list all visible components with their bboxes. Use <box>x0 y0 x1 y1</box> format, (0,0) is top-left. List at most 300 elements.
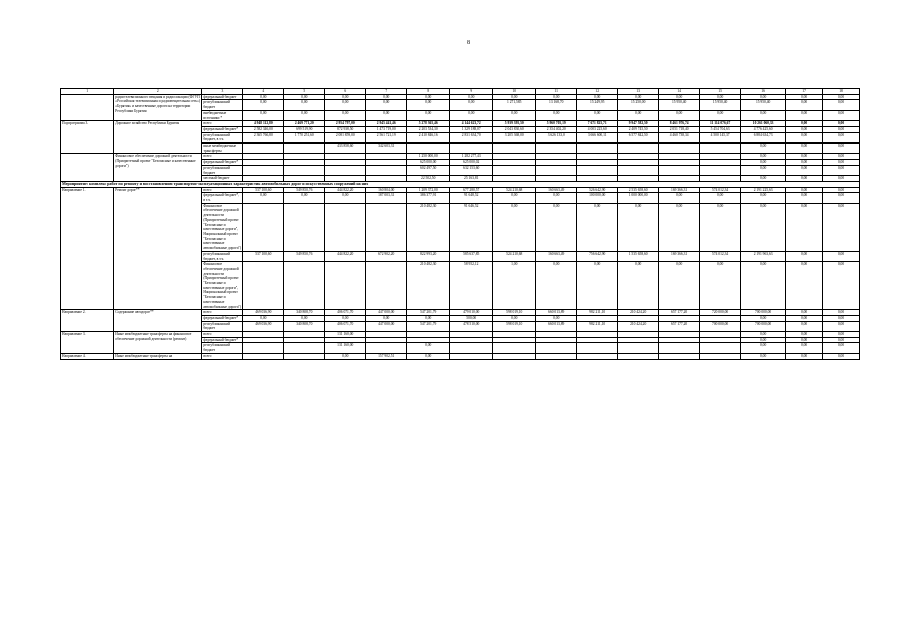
value-cell: 157 902,51 <box>366 353 407 359</box>
value-cell: 660 013,89 <box>536 321 577 331</box>
funding-source-cell: федеральный бюджет* <box>202 315 243 321</box>
value-cell: 0,00 <box>823 154 860 160</box>
value-cell: 15 950,40 <box>700 100 741 110</box>
value-cell: 5 939 395,50 <box>493 121 536 127</box>
value-cell <box>284 353 325 359</box>
value-cell: 0,00 <box>493 110 536 120</box>
value-cell: 0,00 <box>786 100 823 110</box>
funding-source-cell: республиканский бюджет <box>202 165 243 175</box>
value-cell: 0,00 <box>786 353 823 359</box>
funding-source-cell: республиканский бюджет <box>202 321 243 331</box>
value-cell: 0,00 <box>659 203 700 251</box>
value-cell <box>243 203 284 251</box>
value-cell: 15 950,40 <box>659 100 700 110</box>
value-cell: 479 010,00 <box>450 310 493 316</box>
value-cell: 0,00 <box>284 193 325 203</box>
value-cell: 15 249,95 <box>577 100 618 110</box>
value-cell <box>659 343 700 353</box>
value-cell: 0,00 <box>823 100 860 110</box>
value-cell: 478 510,00 <box>450 321 493 331</box>
value-cell <box>284 203 325 251</box>
value-cell <box>407 144 450 154</box>
value-cell: 0,00 <box>284 100 325 110</box>
value-cell: 0,00 <box>700 262 741 310</box>
value-cell: 0,00 <box>786 165 823 175</box>
value-cell: 700 000,00 <box>741 321 786 331</box>
value-cell: 720 000,00 <box>700 310 741 316</box>
value-cell <box>700 165 741 175</box>
value-cell: 0,00 <box>577 262 618 310</box>
value-cell: 2 582 346,00 <box>243 126 284 132</box>
value-cell: 3 666 600,11 <box>577 132 618 142</box>
value-cell: 0,00 <box>284 315 325 321</box>
program-label-cell: Подпрограмма 3. <box>61 121 114 154</box>
value-cell: 444 822,20 <box>325 187 366 193</box>
value-cell <box>243 343 284 353</box>
value-cell: 447 000,00 <box>366 310 407 316</box>
value-cell <box>536 353 577 359</box>
value-cell: 549 850,76 <box>284 251 325 261</box>
value-cell: 0,00 <box>407 353 450 359</box>
value-cell: 0,00 <box>786 332 823 338</box>
funding-source-cell: федеральный бюджет* <box>202 126 243 132</box>
value-cell: 1 473 719,00 <box>366 126 407 132</box>
value-cell: 0,00 <box>823 251 860 261</box>
value-cell: 0,00 <box>325 94 366 100</box>
value-cell: 5 278 365,46 <box>407 121 450 127</box>
value-cell: 4 948 112,80 <box>243 121 284 127</box>
value-cell: 0,00 <box>741 262 786 310</box>
value-cell: 0,00 <box>366 94 407 100</box>
value-cell <box>366 343 407 353</box>
value-cell: 6 577 842,50 <box>618 132 659 142</box>
value-cell: 0,00 <box>786 187 823 193</box>
value-cell: 469 036,90 <box>243 310 284 316</box>
value-cell: 2 191 225,63 <box>741 187 786 193</box>
value-cell: 660 013,89 <box>536 310 577 316</box>
value-cell: 0,00 <box>325 315 366 321</box>
value-cell <box>659 144 700 154</box>
value-cell: 677 280,57 <box>450 187 493 193</box>
value-cell: 210 482,30 <box>407 262 450 310</box>
value-cell: 0,00 <box>659 94 700 100</box>
program-name-cell: радиотелевизионного вещания и радиолокации (ФГУП «Российская телевизионная и радиовещательная сеть») «Бурятия» и качественные дороги на территории Республики Бурятия <box>114 94 202 121</box>
value-cell: 0,00 <box>577 110 618 120</box>
value-cell: 0,00 <box>786 110 823 120</box>
funding-source-cell: всего <box>202 310 243 316</box>
value-cell: 10 261 060,33 <box>741 121 786 127</box>
value-cell: 0,00 <box>325 110 366 120</box>
value-cell: 0,00 <box>407 110 450 120</box>
column-number-cell: 17 <box>786 89 823 95</box>
value-cell: 0,00 <box>325 193 366 203</box>
value-cell <box>450 144 493 154</box>
program-label-cell: Направление 4. <box>61 353 114 359</box>
value-cell <box>577 353 618 359</box>
value-cell: 187 003,31 <box>366 193 407 203</box>
value-cell: 0,00 <box>823 332 860 338</box>
value-cell: 2 051 718,40 <box>659 126 700 132</box>
value-cell <box>243 165 284 175</box>
column-number-cell: 12 <box>577 89 618 95</box>
value-cell: 0,00 <box>786 337 823 343</box>
value-cell: 406 071,70 <box>325 310 366 316</box>
value-cell: 0,00 <box>700 94 741 100</box>
value-cell: 1 250 000,00 <box>407 154 450 160</box>
section-title-cell: Мероприятие: комплекс работ по ремонту и восстановлению транспортно-эксплуатационных характеристик автомобильных дорог и искусственных сооружений на них <box>61 181 860 187</box>
value-cell: 2 831 634,70 <box>450 132 493 142</box>
value-cell <box>493 353 536 359</box>
value-cell: 5 454 704,63 <box>700 126 741 132</box>
value-cell: 342 603,31 <box>366 144 407 154</box>
value-cell: 0,00 <box>741 332 786 338</box>
value-cell <box>366 262 407 310</box>
value-cell: 982 211,10 <box>577 321 618 331</box>
value-cell: 2 203 534,30 <box>407 126 450 132</box>
value-cell: 524 210,68 <box>493 251 536 261</box>
value-cell <box>450 343 493 353</box>
value-cell: 500,00 <box>450 315 493 321</box>
program-label-cell <box>61 154 114 182</box>
page-number: 8 <box>467 40 470 46</box>
value-cell: 0,00 <box>823 262 860 310</box>
value-cell: 4 460 738,34 <box>659 132 700 142</box>
value-cell: 160 804,00 <box>366 187 407 193</box>
value-cell: 0,00 <box>741 337 786 343</box>
value-cell: 2 043 830,60 <box>493 126 536 132</box>
value-cell: 657 177,20 <box>659 321 700 331</box>
value-cell <box>493 165 536 175</box>
value-cell <box>325 165 366 175</box>
value-cell: 1 282 277,43 <box>450 154 493 160</box>
value-cell: 0,00 <box>325 100 366 110</box>
value-cell: 91 648,52 <box>450 193 493 203</box>
value-cell: 0,00 <box>366 110 407 120</box>
value-cell: 632 153,60 <box>450 165 493 175</box>
value-cell: 2 081 859,00 <box>325 132 366 142</box>
column-number-cell: 16 <box>741 89 786 95</box>
value-cell: 0,00 <box>823 132 860 142</box>
value-cell: 0,00 <box>659 193 700 203</box>
program-name-cell: Содержание автодорог** <box>114 310 202 332</box>
value-cell: 0,00 <box>741 144 786 154</box>
column-number-cell: 14 <box>659 89 700 95</box>
value-cell: 0,00 <box>536 315 577 321</box>
value-cell: 0,00 <box>823 94 860 100</box>
value-cell: 0,00 <box>786 154 823 160</box>
column-number-cell: 3 <box>202 89 243 95</box>
value-cell: 2 945 441,46 <box>366 121 407 127</box>
value-cell: 0,00 <box>618 203 659 251</box>
value-cell: 0,00 <box>366 315 407 321</box>
value-cell: 2 954 797,00 <box>325 121 366 127</box>
value-cell: 700 000,00 <box>700 321 741 331</box>
value-cell: 1 209 372,00 <box>407 187 450 193</box>
value-cell: 547 201,79 <box>407 310 450 316</box>
value-cell: 0,00 <box>823 343 860 353</box>
funding-source-cell: федеральный бюджет*, в т.ч. <box>202 193 243 203</box>
value-cell: 672 902,20 <box>366 251 407 261</box>
funding-source-cell: республиканский бюджет <box>202 100 243 110</box>
value-cell <box>618 343 659 353</box>
value-cell: 0,00 <box>284 94 325 100</box>
value-cell: 700 000,00 <box>741 310 786 316</box>
funding-source-cell: республиканский бюджет <box>202 343 243 353</box>
value-cell: 2 535 658,60 <box>618 187 659 193</box>
value-cell: 524 210,68 <box>493 187 536 193</box>
value-cell: 0,00 <box>823 321 860 331</box>
value-cell: 100 000,00 <box>577 193 618 203</box>
column-number-cell: 18 <box>823 89 860 95</box>
value-cell: 0,00 <box>823 337 860 343</box>
value-cell: 0,00 <box>450 110 493 120</box>
value-cell: 0,00 <box>536 94 577 100</box>
value-cell: 0,00 <box>536 203 577 251</box>
value-cell: 0,00 <box>823 144 860 154</box>
value-cell: 0,00 <box>536 110 577 120</box>
value-cell: 0,00 <box>577 203 618 251</box>
value-cell <box>618 165 659 175</box>
value-cell: 0,00 <box>700 193 741 203</box>
value-cell: 0,00 <box>741 176 786 182</box>
value-cell: 0,00 <box>493 315 536 321</box>
value-cell: 7 671 825,71 <box>577 121 618 127</box>
funding-source-cell: федеральный бюджет <box>202 94 243 100</box>
value-cell: 549 850,76 <box>284 187 325 193</box>
value-cell: 625 000,00 <box>407 160 450 166</box>
funding-source-cell: Финансовое обеспечение дорожной деятельности (Приоритетный проект "Безопасные и качественные дороги", Национальный проект "Безопасные и качественные автомобильные дороги") <box>203 262 242 309</box>
value-cell <box>536 343 577 353</box>
program-name-cell: Финансовое обеспечение дорожной деятельности (Приоритетный проект "Безопасные и качественные дороги") <box>114 154 202 182</box>
value-cell: 0,00 <box>741 203 786 251</box>
value-cell <box>284 262 325 310</box>
value-cell: 0,00 <box>786 203 823 251</box>
value-cell: 0,00 <box>823 126 860 132</box>
value-cell: 0,00 <box>284 110 325 120</box>
value-cell: 5 960 705,19 <box>536 121 577 127</box>
value-cell: 210 424,20 <box>618 321 659 331</box>
value-cell: 340 808,70 <box>284 310 325 316</box>
value-cell: 0,00 <box>493 193 536 203</box>
value-cell <box>366 165 407 175</box>
value-cell: 0,00 <box>741 193 786 203</box>
value-cell: 0,00 <box>536 193 577 203</box>
value-cell: 0,00 <box>786 343 823 353</box>
value-cell: 4 144 623,72 <box>450 121 493 127</box>
value-cell: 0,00 <box>786 262 823 310</box>
value-cell <box>366 203 407 251</box>
value-cell: 0,00 <box>243 110 284 120</box>
column-number-cell: 5 <box>284 89 325 95</box>
value-cell <box>700 343 741 353</box>
budget-table <box>60 88 860 360</box>
funding-source-cell: всего <box>202 187 243 193</box>
value-cell: 22 502,50 <box>407 176 450 182</box>
column-number-cell: 6 <box>325 89 366 95</box>
value-cell: 1,00 <box>493 262 536 310</box>
value-cell: 0,00 <box>243 94 284 100</box>
value-cell: 433 858,60 <box>325 144 366 154</box>
value-cell <box>577 165 618 175</box>
value-cell: 0,00 <box>700 203 741 251</box>
value-cell: 0,00 <box>577 94 618 100</box>
value-cell: 0,00 <box>325 353 366 359</box>
value-cell <box>243 353 284 359</box>
value-cell: 169 366,31 <box>659 187 700 193</box>
value-cell: 3 626 133,0 <box>536 132 577 142</box>
value-cell: 25 163,81 <box>450 176 493 182</box>
value-cell: 0,00 <box>618 94 659 100</box>
value-cell: 0,00 <box>823 187 860 193</box>
value-cell <box>284 343 325 353</box>
value-cell <box>618 353 659 359</box>
value-cell: 3 205 368,00 <box>493 132 536 142</box>
value-cell <box>325 262 366 310</box>
value-cell: 0,00 <box>823 110 860 120</box>
funding-source-cell: иные межбюджетные трансферты <box>202 144 243 154</box>
funding-source-cell: всего <box>202 154 243 160</box>
program-name-cell: Иные межбюджетные трансферты на <box>114 353 202 359</box>
value-cell: 699 519,90 <box>284 126 325 132</box>
value-cell: 0,00 <box>536 262 577 310</box>
value-cell: 9 947 582,50 <box>618 121 659 127</box>
value-cell: 0,00 <box>786 176 823 182</box>
value-cell: 4 003 225,60 <box>577 126 618 132</box>
value-cell: 160 663,49 <box>536 187 577 193</box>
value-cell: 0,00 <box>407 315 450 321</box>
funding-source-cell: федеральный бюджет* <box>202 337 243 343</box>
value-cell: 0,00 <box>823 176 860 182</box>
value-cell: 585 637,85 <box>450 251 493 261</box>
value-cell: 4 776 425,60 <box>741 126 786 132</box>
funding-source-cell: всего <box>202 353 243 359</box>
value-cell <box>659 353 700 359</box>
value-cell: 0,00 <box>786 132 823 142</box>
program-name-cell: Ремонт дорог** <box>114 187 202 310</box>
value-cell: 4 500 145,37 <box>700 132 741 142</box>
funding-source-cell: всего <box>202 332 243 338</box>
value-cell: 0,00 <box>366 100 407 110</box>
value-cell: 598 019,10 <box>493 310 536 316</box>
value-cell: 982 211,10 <box>577 310 618 316</box>
value-cell: 756 642,90 <box>577 251 618 261</box>
value-cell <box>700 144 741 154</box>
funding-source-cell: Финансовое обеспечение дорожной деятельности (Приоритетный проект "Безопасные и качественные дороги", Национальный проект "Безопасные и качественные автомобильные дороги") <box>203 203 242 251</box>
value-cell: 444 822,20 <box>325 251 366 261</box>
value-cell: 537 100,60 <box>243 251 284 261</box>
value-cell: 0,00 <box>786 193 823 203</box>
column-number-cell: 2 <box>114 89 202 95</box>
value-cell: 0,00 <box>618 110 659 120</box>
column-number-cell: 8 <box>407 89 450 95</box>
value-cell <box>450 353 493 359</box>
value-cell: 11 114 076,67 <box>700 121 741 127</box>
value-cell: 0,00 <box>243 100 284 110</box>
value-cell: 0,00 <box>823 315 860 321</box>
value-cell <box>284 165 325 175</box>
value-cell: 0,00 <box>823 165 860 175</box>
column-number-cell: 4 <box>243 89 284 95</box>
value-cell <box>243 144 284 154</box>
value-cell: 91 646,52 <box>450 203 493 251</box>
table-row <box>61 353 860 359</box>
value-cell: 598 019,10 <box>493 321 536 331</box>
value-cell: 2 191 963,63 <box>741 251 786 261</box>
value-cell <box>284 144 325 154</box>
value-cell: 0,00 <box>823 193 860 203</box>
value-cell: 0,00 <box>618 262 659 310</box>
column-number-cell: 7 <box>366 89 407 95</box>
value-cell: 0,00 <box>659 262 700 310</box>
column-number-cell: 11 <box>536 89 577 95</box>
value-cell: 822 993,20 <box>407 251 450 261</box>
value-cell: 160 663,49 <box>536 251 577 261</box>
value-cell: 0,00 <box>450 100 493 110</box>
value-cell <box>577 343 618 353</box>
program-label-cell <box>61 94 114 121</box>
value-cell <box>536 144 577 154</box>
value-cell: 0,00 <box>786 160 823 166</box>
value-cell: 0,00 <box>407 343 450 353</box>
value-cell: 386 377,91 <box>407 193 450 203</box>
value-cell: 1 770 251,60 <box>284 132 325 142</box>
funding-source-cell: всего <box>202 121 243 127</box>
value-cell: 1 000 000,00 <box>618 193 659 203</box>
value-cell: 537 100,60 <box>243 187 284 193</box>
value-cell: 447 000,00 <box>366 321 407 331</box>
column-number-cell: 1 <box>61 89 114 95</box>
value-cell: 0,00 <box>786 94 823 100</box>
value-cell: 2 354 402,20 <box>536 126 577 132</box>
program-label-cell: Направление 3. <box>61 332 114 354</box>
funding-source-cell: федеральный бюджет* <box>202 160 243 166</box>
value-cell <box>493 343 536 353</box>
value-cell: 2 409 745,50 <box>618 126 659 132</box>
funding-source-cell: внебюджетные источники * <box>202 110 243 120</box>
value-cell: 0,00 <box>243 193 284 203</box>
value-cell: 2 561 721,19 <box>366 132 407 142</box>
value-cell: 58 952,12 <box>450 262 493 310</box>
funding-source-cell: местный бюджет <box>202 176 243 182</box>
value-cell <box>618 144 659 154</box>
value-cell: 0,00 <box>741 154 786 160</box>
value-cell: 0,00 <box>786 144 823 154</box>
value-cell: 0,00 <box>786 126 823 132</box>
value-cell: 0,00 <box>823 160 860 166</box>
value-cell: 1 271,585 <box>493 100 536 110</box>
value-cell: 2 410 846,16 <box>407 132 450 142</box>
value-cell <box>493 144 536 154</box>
value-cell: 0,00 <box>823 121 860 127</box>
value-cell: 625 000,02 <box>450 160 493 166</box>
value-cell: 15 950,40 <box>741 100 786 110</box>
value-cell: 0,00 <box>786 251 823 261</box>
value-cell: 526 642,90 <box>577 187 618 193</box>
funding-source-cell: республиканский бюджет, в т.ч. <box>202 132 243 142</box>
value-cell: 0,00 <box>407 100 450 110</box>
value-cell: 6 884 634,73 <box>741 132 786 142</box>
column-number-cell: 15 <box>700 89 741 95</box>
program-label-cell: Направление 2. <box>61 310 114 332</box>
column-number-cell: 13 <box>618 89 659 95</box>
value-cell <box>577 144 618 154</box>
column-number-cell: 9 <box>450 89 493 95</box>
value-cell: 0,00 <box>823 310 860 316</box>
value-cell: 602 497,50 <box>407 165 450 175</box>
value-cell: 8 461 976,74 <box>659 121 700 127</box>
value-cell: 0,00 <box>493 94 536 100</box>
value-cell: 574 012,34 <box>700 251 741 261</box>
